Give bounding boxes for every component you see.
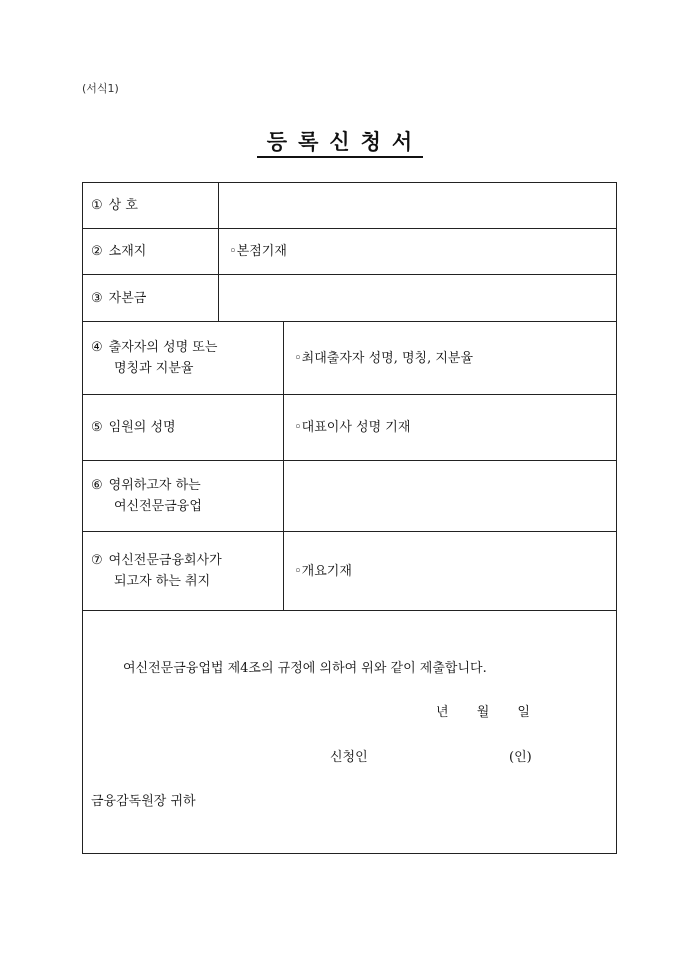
submission-section	[83, 611, 616, 853]
applicant-label: 신청인	[330, 750, 368, 765]
row-number: ①	[91, 198, 103, 213]
capital-field[interactable]	[219, 275, 616, 321]
form-number-label: (서식1)	[82, 82, 119, 95]
row-capital	[83, 275, 616, 322]
form-title: 등록신청서	[257, 129, 423, 158]
business-field[interactable]	[284, 461, 616, 531]
investors-field[interactable]: ◦최대출자자 성명, 명칭, 지분율	[294, 350, 474, 366]
row-label: 자본금	[108, 290, 147, 306]
company-name-field[interactable]	[219, 183, 616, 228]
row-investors	[83, 322, 616, 395]
row-label-line2: 되고자 하는 취지	[114, 574, 211, 589]
row-number: ⑤	[91, 420, 103, 435]
row-company-name	[83, 183, 616, 229]
recipient-line: 금융감독원장 귀하	[91, 794, 196, 809]
row-label: 소재지	[108, 244, 147, 259]
row-purpose	[83, 532, 616, 611]
row-label-line2: 여신전문금융업	[114, 499, 202, 514]
row-number: ⑥	[91, 478, 103, 493]
row-label: 영위하고자 하는	[108, 478, 201, 493]
row-number: ②	[91, 244, 103, 259]
submission-statement: 여신전문금융업법 제4조의 규정에 의하여 위와 같이 제출합니다.	[123, 661, 487, 676]
row-business	[83, 461, 616, 532]
date-line[interactable]: 년 월 일	[436, 705, 530, 720]
purpose-field[interactable]: ◦개요기재	[294, 563, 352, 579]
row-number: ③	[91, 290, 103, 306]
row-label: 출자자의 성명 또는	[108, 340, 218, 355]
row-location	[83, 229, 616, 275]
location-field[interactable]: ◦본점기재	[229, 244, 287, 259]
row-label: 임원의 성명	[108, 420, 176, 435]
row-executives	[83, 395, 616, 461]
row-label: 상 호	[108, 198, 138, 213]
row-number: ④	[91, 340, 103, 355]
row-label-line2: 명칭과 지분율	[114, 361, 194, 376]
registration-table	[82, 182, 617, 854]
executives-field[interactable]: ◦대표이사 성명 기재	[294, 420, 411, 435]
row-number: ⑦	[91, 553, 103, 568]
seal-label: (인)	[509, 750, 532, 765]
row-label: 여신전문금융회사가	[108, 553, 222, 568]
